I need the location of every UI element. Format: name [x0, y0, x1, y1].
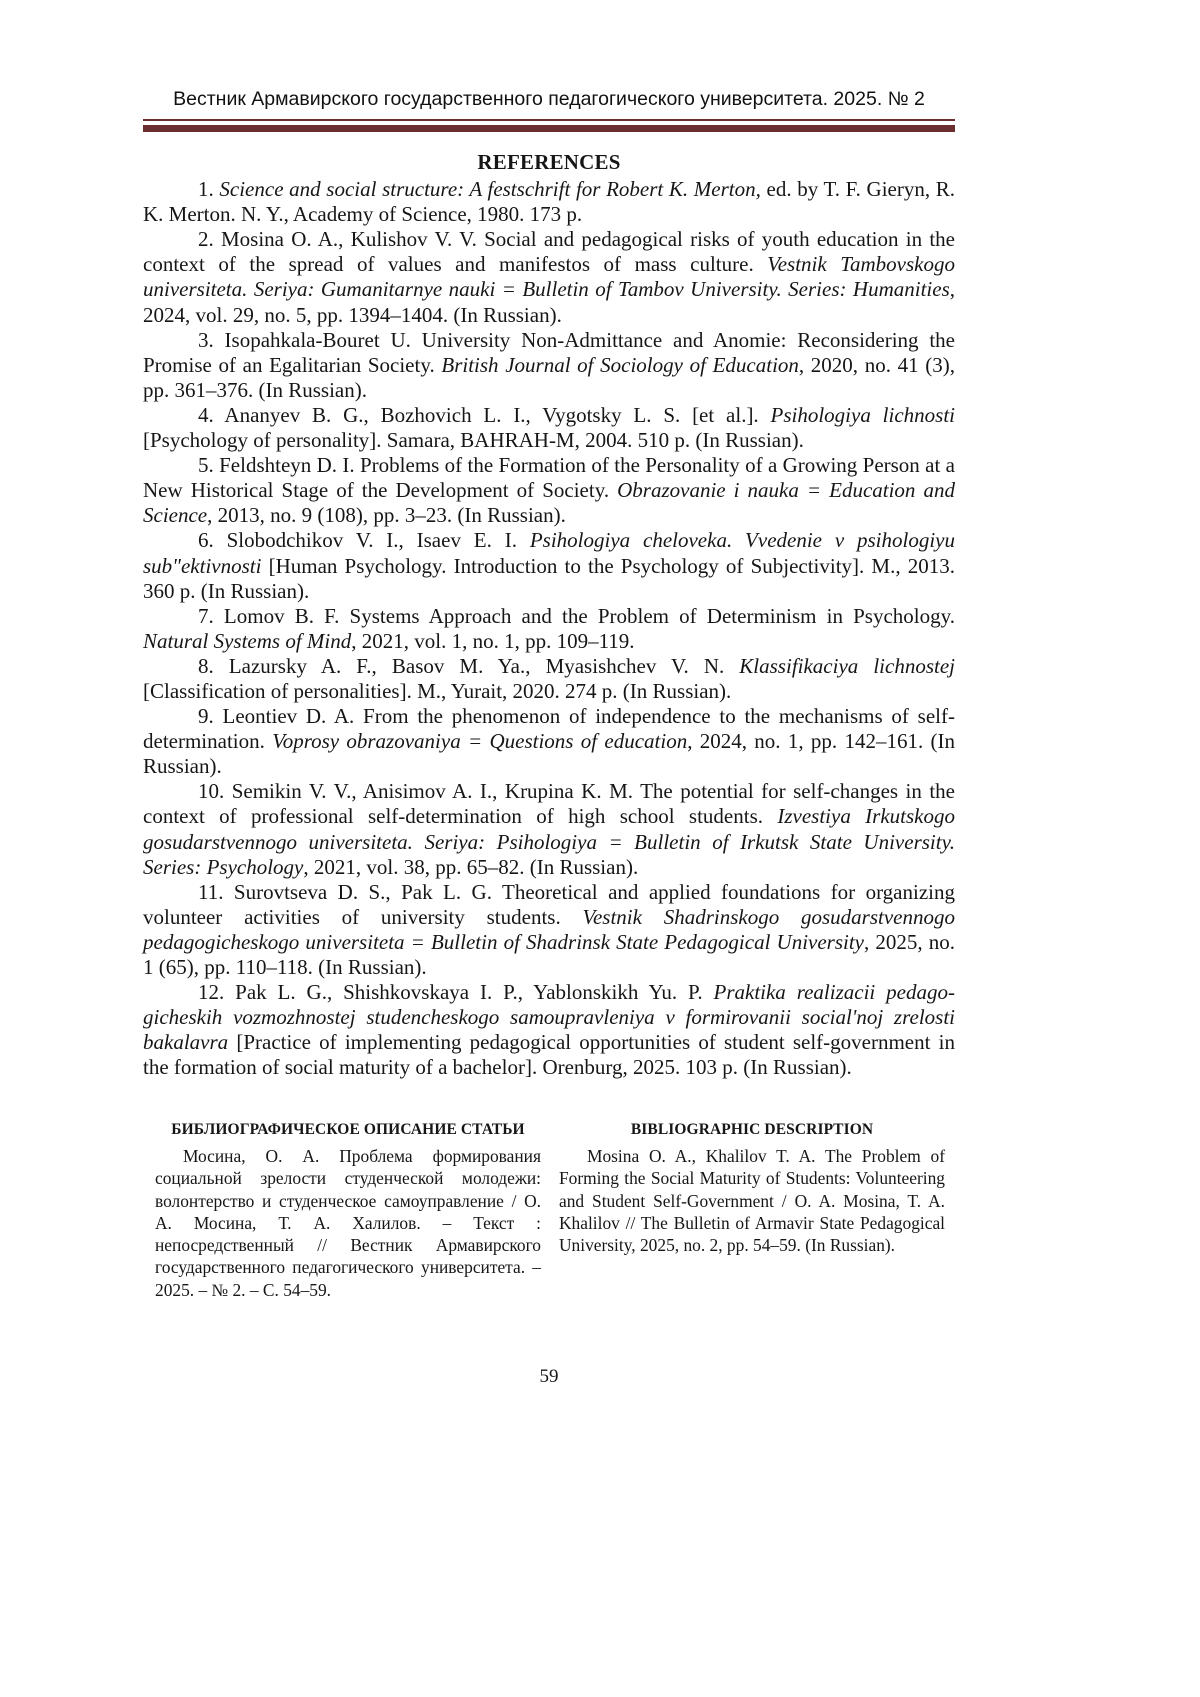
- reference-text: 7. Lomov B. F. Systems Approach and the Problem of Determinism in Psychology.: [198, 603, 955, 628]
- reference-text: 10. Semikin V. V., Anisimov A. I., Krupina K. M. The potential for self-changes in the context of professional self-determination of high school students.: [143, 779, 955, 829]
- reference-item: [143, 980, 955, 1080]
- reference-source-italic: Science and social structure: A festschrift for Robert K. Merton,: [219, 177, 761, 202]
- reference-text: 12. Pak L. G., Shishkovskaya I. P., Yablonskikh Yu. P.: [198, 980, 714, 1005]
- reference-source-italic: Obrazovanie i nauka = Education and Science: [143, 478, 955, 528]
- bibliographic-title-ru: БИБЛИОГРАФИЧЕСКОЕ ОПИСАНИЕ СТАТЬИ: [171, 1121, 525, 1138]
- bibliographic-text-ru: Мосина, О. А. Проблема формирования социальной зрелости студенческой молодежи: волонтерство и студенческое самоуправление / О. А. Мосина, Т. А. Халилов. – Текст : непосредственный // Вестник Армавирского государственного педагогического университета. – 2025. – № 2. – С. 54–59.: [155, 1146, 541, 1300]
- header-rule-thick: [143, 125, 955, 132]
- reference-item: [143, 177, 955, 227]
- reference-source-italic: British Journal of Sociology of Education: [441, 352, 799, 377]
- reference-item: [143, 328, 955, 403]
- bibliographic-description-ru: [155, 1121, 541, 1301]
- reference-text: 6. Slobodchikov V. I., Isaev E. I.: [198, 528, 530, 553]
- bibliographic-description-en: [559, 1121, 945, 1301]
- reference-text: [Psychology of personality]. Samara, BAHRAH-M, 2004. 510 p. (In Russian).: [143, 428, 804, 453]
- bibliographic-title-en: BIBLIOGRAPHIC DESCRIPTION: [630, 1121, 874, 1138]
- reference-item: [143, 528, 955, 603]
- references-title: REFERENCES: [477, 150, 621, 174]
- reference-text: , 2013, no. 9 (108), pp. 3–23. (In Russian).: [207, 503, 566, 528]
- reference-source-italic: Voprosy obrazovaniya = Questions of education: [272, 729, 688, 754]
- reference-source-italic: Psihologiya lichnosti: [770, 402, 955, 427]
- reference-text: , 2025, no. 1 (65), pp. 110–118. (In Russian).: [143, 929, 956, 979]
- bibliographic-section: [155, 1121, 945, 1301]
- reference-text: ed. by T. F. Gieryn, R. K. Merton. N. Y., Academy of Science, 1980. 173 p.: [143, 177, 955, 227]
- reference-source-italic: Praktika realizacii pedagogicheskih vozmozhnostej studencheskogo samoupravleniya v formirovanii social'noj zrelosti bakalavra: [143, 980, 955, 1055]
- reference-item: [143, 654, 955, 704]
- reference-text: , 2024, vol. 29, no. 5, pp. 1394–1404. (In Russian).: [143, 277, 955, 327]
- references-section: [143, 150, 955, 1080]
- reference-text: 3. Isopahkala-Bouret U. University Non-Admittance and Anomie: Reconsidering the Promise of an Egalitarian Society.: [143, 327, 955, 377]
- reference-item: [143, 453, 955, 528]
- reference-text: , 2024, no. 1, pp. 142–161. (In Russian).: [143, 729, 955, 779]
- references-list: [143, 177, 955, 1080]
- reference-text: , 2021, vol. 38, pp. 65–82. (In Russian).: [303, 854, 639, 879]
- reference-text: [Practice of implementing pedagogical opportunities of student self-government in the formation of social maturity of a bachelor]. Orenburg, 2025. 103 p. (In Russian).: [143, 1030, 955, 1080]
- reference-text: 4. Ananyev B. G., Bozhovich L. I., Vygotsky L. S. [et al.].: [198, 402, 771, 427]
- reference-item: [143, 880, 955, 980]
- reference-source-italic: Natural Systems of Mind: [143, 628, 352, 653]
- page-number: 59: [539, 1366, 559, 1387]
- reference-item: [143, 779, 955, 879]
- reference-item: [143, 704, 955, 779]
- reference-source-italic: Vestnik Tambovskogo universiteta. Seriya: Gumanitarnye nauki = Bulletin of Tambov University. Series: Humanities: [143, 252, 955, 302]
- reference-source-italic: Psihologiya cheloveka. Vvedenie v psihologiyu sub"ektivnosti: [143, 528, 956, 578]
- reference-text: [Human Psychology. Introduction to the Psychology of Subjectivity]. M., 2013. 360 p. (In Russian).: [143, 553, 955, 603]
- reference-source-italic: Izvestiya Irkutskogo gosudarstvennogo universiteta. Seriya: Psihologiya = Bulletin of Irkutsk State University. Series: Psychology: [143, 804, 955, 879]
- journal-header: Вестник Армавирского государственного педагогического университета. 2025. № 2: [173, 88, 925, 110]
- reference-item: [143, 403, 955, 453]
- header-rule-thin: [143, 119, 955, 121]
- reference-text: 2. Mosina O. A., Kulishov V. V. Social and pedagogical risks of youth education in the context of the spread of values and manifestos of mass culture.: [143, 227, 955, 277]
- bibliographic-text-en: Mosina O. A., Khalilov T. A. The Problem of Forming the Social Maturity of Students: Volunteering and Student Self-Government / O. A. Mosina, T. A. Khalilov // The Bulletin of Armavir State Pedagogical University, 2025, no. 2, pp. 54–59. (In Russian).: [559, 1146, 945, 1256]
- reference-source-italic: Klassifikaciya lichnostej: [739, 653, 955, 678]
- reference-item: [143, 227, 955, 327]
- reference-text: 1.: [198, 177, 220, 202]
- reference-text: , 2021, vol. 1, no. 1, pp. 109–119.: [351, 628, 635, 653]
- reference-text: 5. Feldshteyn D. I. Problems of the Formation of the Personality of a Growing Person at a New Historical Stage of the Development of Society.: [143, 453, 955, 503]
- reference-item: [143, 604, 955, 654]
- reference-text: 11. Surovtseva D. S., Pak L. G. Theoretical and applied foundations for organizing volunteer activities of university students.: [143, 879, 955, 929]
- reference-text: 8. Lazursky A. F., Basov M. Ya., Myasishchev V. N.: [198, 653, 740, 678]
- reference-text: [Classification of personalities]. M., Yurait, 2020. 274 p. (In Russian).: [143, 678, 732, 703]
- reference-source-italic: Vestnik Shadrinskogo gosudarstvennogo pedagogicheskogo universiteta = Bulletin of Shadrinsk State Pedagogical University: [143, 904, 955, 954]
- reference-text: , 2020, no. 41 (3), pp. 361–376. (In Russian).: [143, 352, 955, 402]
- reference-text: 9. Leontiev D. A. From the phenomenon of independence to the mechanisms of self-determination.: [143, 704, 955, 754]
